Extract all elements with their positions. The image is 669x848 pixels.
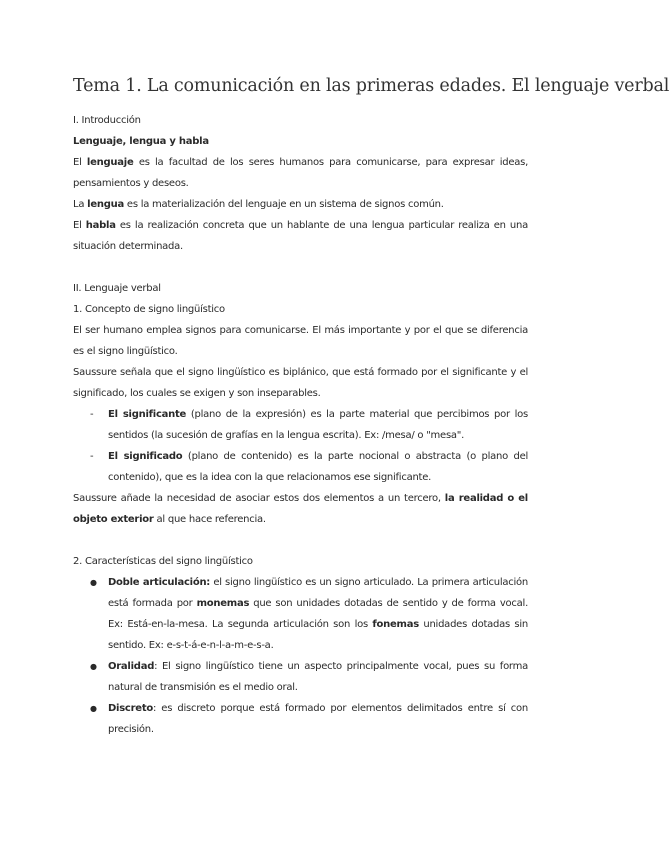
bullet-icon: ● <box>90 662 97 671</box>
list-item-significado: - El significado (plano de contenido) es la parte nocional o abstracta (o plano del contenido), que es la idea con la que relacionamos ese significante. <box>73 446 528 488</box>
paragraph-saussure-biplanico: Saussure señala que el signo lingüístico es biplánico, que está formado por el significante y el significado, los cuales se exigen y son inseparables. <box>73 367 528 399</box>
bullet-icon: ● <box>90 578 97 587</box>
paragraph-habla: El habla es la realización concreta que un hablante de una lengua particular realiza en una situación determinada. <box>73 220 528 252</box>
bullet-list <box>73 572 528 740</box>
dash-list <box>73 404 528 488</box>
page-title: Tema 1. La comunicación en las primeras edades. El lenguaje verbal <box>73 76 669 96</box>
dash-marker: - <box>90 451 94 462</box>
section-heading-lenguaje-verbal: II. Lenguaje verbal <box>73 283 161 294</box>
list-item-oralidad: ● Oralidad: El signo lingüístico tiene un aspecto principalmente vocal, pues su forma natural de transmisión es el medio oral. <box>73 656 528 698</box>
list-item-discreto: ● Discreto: es discreto porque está formado por elementos delimitados entre sí con precisión. <box>73 698 528 740</box>
bullet-icon: ● <box>90 704 97 713</box>
paragraph-saussure-referente: Saussure añade la necesidad de asociar estos dos elementos a un tercero, la realidad o el objeto exterior al que hace referencia. <box>73 493 528 525</box>
paragraph-lengua: La lengua es la materialización del lenguaje en un sistema de signos común. <box>73 199 444 210</box>
spacer <box>73 257 528 278</box>
list-item-significante: - El significante (plano de la expresión) es la parte material que percibimos por los sentidos (la sucesión de grafías en la lengua escrita). Ex: /mesa/ o "mesa". <box>73 404 528 446</box>
subheading-lenguaje-lengua-habla: Lenguaje, lengua y habla <box>73 136 209 147</box>
spacer <box>73 530 528 551</box>
paragraph-signos: El ser humano emplea signos para comunicarse. El más importante y por el que se diferencia es el signo lingüístico. <box>73 325 528 357</box>
paragraph-lenguaje: El lenguaje es la facultad de los seres humanos para comunicarse, para expresar ideas, pensamientos y deseos. <box>73 157 528 189</box>
section-heading-introduccion: I. Introducción <box>73 115 141 126</box>
subheading-caracteristicas: 2. Características del signo lingüístico <box>73 556 253 567</box>
dash-marker: - <box>90 409 94 420</box>
subheading-concepto-signo: 1. Concepto de signo lingüístico <box>73 304 225 315</box>
document-body <box>73 110 528 740</box>
list-item-doble-articulacion: ● Doble articulación: el signo lingüístico es un signo articulado. La primera articulación está formada por monemas que son unidades dotadas de sentido y de forma vocal. Ex: Está-en-la-mesa. La segunda articulación son los fonemas unidades dotadas sin sentido. Ex: e-s-t-á-e-n-l-a-m-e-s-a. <box>73 572 528 656</box>
